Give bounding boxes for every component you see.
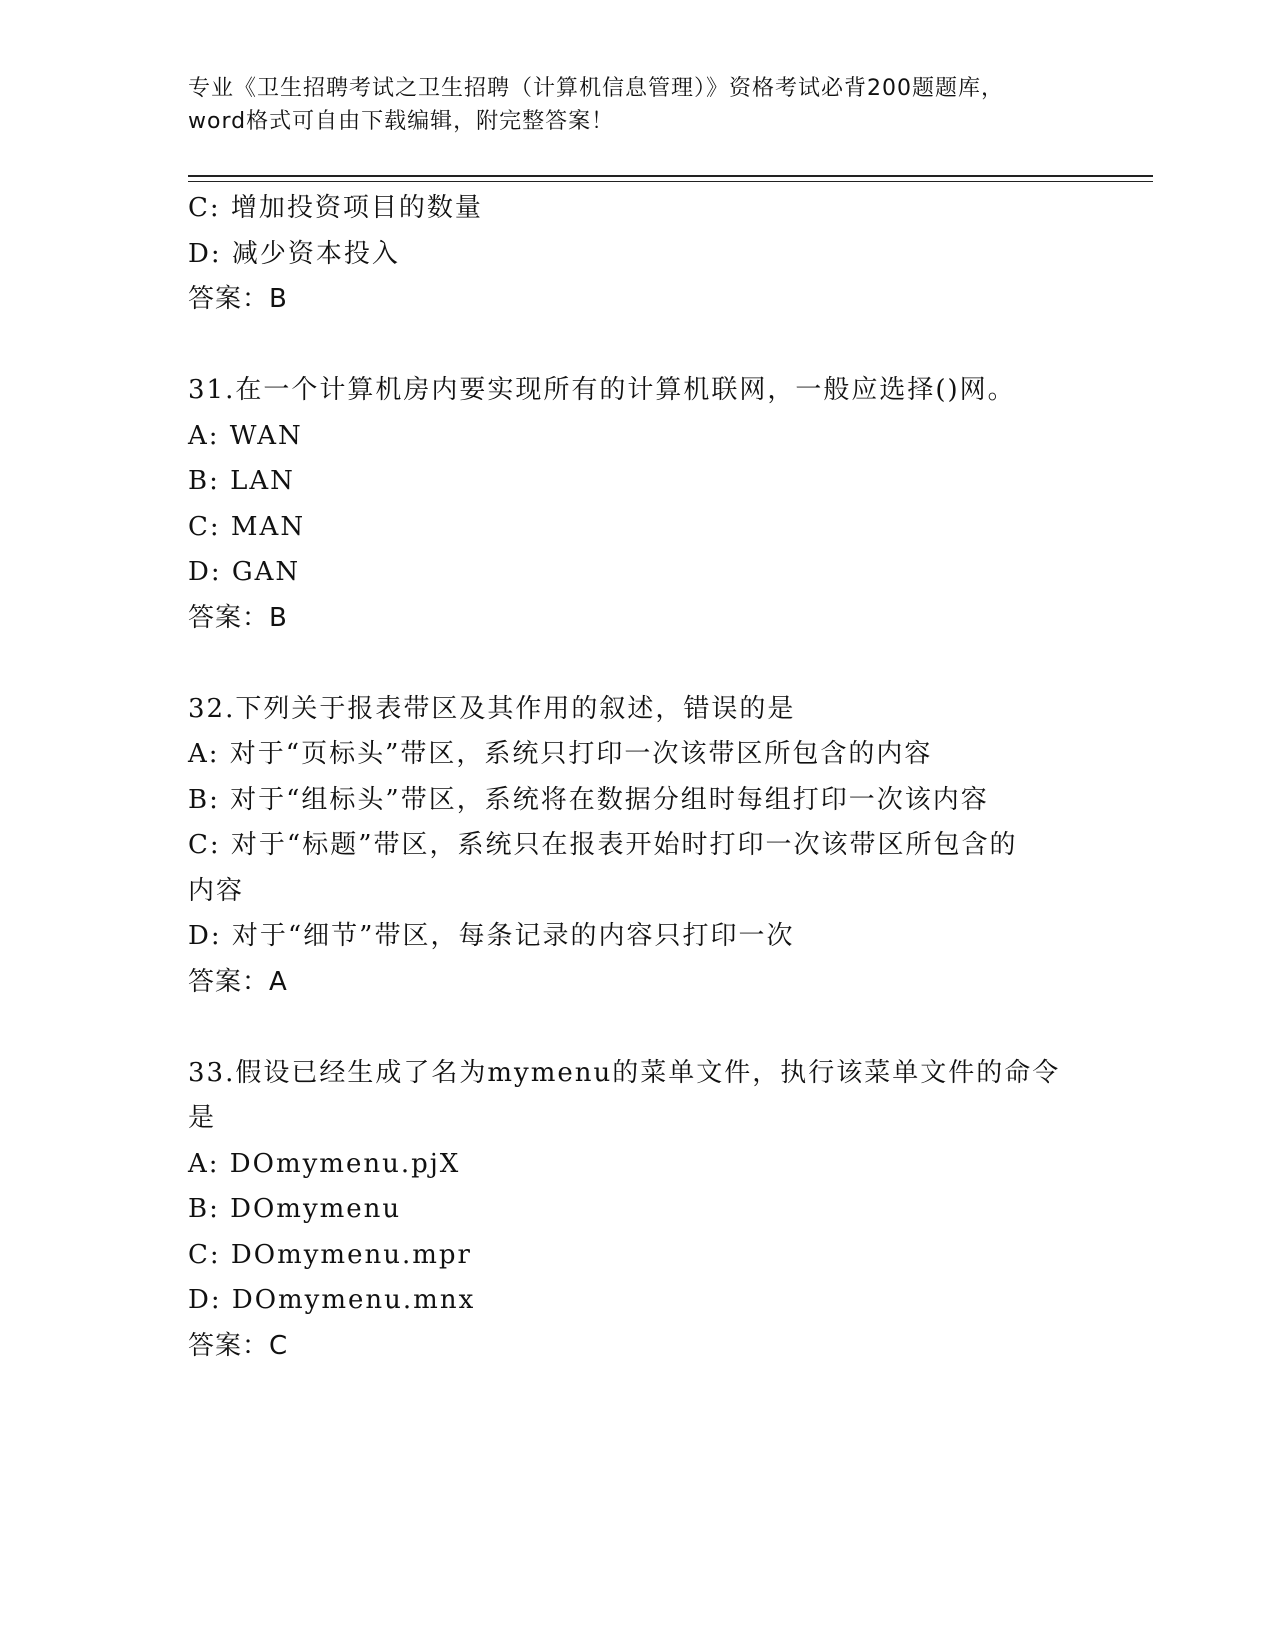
option-b: B: DOmymenu bbox=[188, 1194, 402, 1224]
document-header bbox=[188, 72, 1088, 138]
spacer bbox=[188, 1005, 1088, 1051]
question-list bbox=[188, 186, 1088, 1369]
question-stem: 32.下列关于报表带区及其作用的叙述，错误的是 bbox=[188, 693, 796, 724]
header-divider-thin bbox=[188, 181, 1153, 182]
option-b: B: LAN bbox=[188, 466, 295, 496]
option-d: D: 对于“细节”带区，每条记录的内容只打印一次 bbox=[188, 921, 795, 951]
question-stem: 31.在一个计算机房内要实现所有的计算机联网，一般应选择()网。 bbox=[188, 375, 1016, 405]
option-d: D: GAN bbox=[188, 557, 301, 587]
option-c: C: 增加投资项目的数量 bbox=[188, 193, 483, 223]
question-stem: 33.假设已经生成了名为mymenu的菜单文件，执行该菜单文件的命令 bbox=[188, 1057, 1061, 1088]
header-line-2: word格式可自由下载编辑，附完整答案！ bbox=[188, 109, 615, 134]
header-divider-thick bbox=[188, 175, 1153, 177]
spacer bbox=[188, 641, 1088, 687]
option-a: A: DOmymenu.pjX bbox=[188, 1148, 461, 1179]
question-block-30 bbox=[188, 186, 1088, 323]
spacer bbox=[188, 323, 1088, 369]
question-block-32 bbox=[188, 687, 1088, 1006]
option-c: C: DOmymenu.mpr bbox=[188, 1239, 472, 1270]
option-c: C: 对于“标题”带区，系统只在报表开始时打印一次该带区所包含的 bbox=[188, 830, 1018, 860]
option-a: A: WAN bbox=[188, 420, 303, 451]
question-block-33 bbox=[188, 1051, 1088, 1370]
answer-line: 答案：A bbox=[188, 966, 288, 997]
option-c: C: MAN bbox=[188, 511, 306, 542]
option-b: B: 对于“组标头”带区，系统将在数据分组时每组打印一次该内容 bbox=[188, 784, 989, 815]
question-stem-continuation: 是 bbox=[188, 1103, 217, 1133]
option-d: D: 减少资本投入 bbox=[188, 238, 400, 269]
header-line-1: 专业《卫生招聘考试之卫生招聘（计算机信息管理）》资格考试必背200题题库， bbox=[188, 76, 1004, 101]
option-c-continuation: 内容 bbox=[188, 875, 245, 906]
answer-line: 答案：C bbox=[188, 1330, 289, 1361]
answer-line: 答案：B bbox=[188, 284, 288, 314]
answer-line: 答案：B bbox=[188, 602, 288, 633]
option-a: A: 对于“页标头”带区，系统只打印一次该带区所包含的内容 bbox=[188, 739, 933, 769]
question-block-31 bbox=[188, 368, 1088, 641]
option-d: D: DOmymenu.mnx bbox=[188, 1285, 476, 1315]
